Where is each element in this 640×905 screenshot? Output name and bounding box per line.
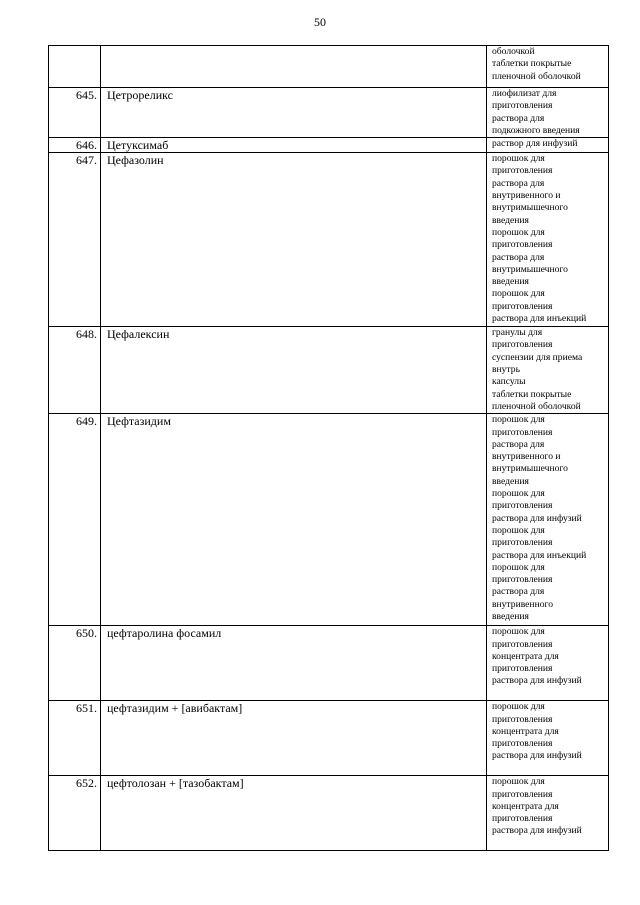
dosage-form-line: порошок для	[492, 488, 545, 500]
row-number: 652.	[49, 776, 101, 851]
drug-name: Цефалексин	[101, 327, 487, 414]
drug-name	[101, 46, 487, 88]
row-number: 650.	[49, 626, 101, 701]
dosage-form-line: таблетки покрытые	[492, 388, 572, 400]
dosage-form-line: пленочной оболочкой	[492, 400, 581, 412]
table-row	[49, 701, 609, 776]
dosage-form-line: гранулы для	[492, 327, 543, 339]
table-row	[49, 153, 609, 327]
dosage-form-line: лиофилизат для	[492, 88, 557, 99]
dosage-form-line: порошок для	[492, 524, 545, 536]
dosage-form-line: раствора для инфузий	[492, 512, 582, 524]
dosage-form-line: раствора для инфузий	[492, 675, 582, 687]
dosage-form-line: порошок для	[492, 288, 545, 300]
dosage-form-line: порошок для	[492, 153, 545, 165]
dosage-form-cell	[487, 701, 609, 776]
dosage-form-line: приготовления	[492, 663, 553, 675]
dosage-form-line: введения	[492, 276, 529, 288]
row-number: 647.	[49, 153, 101, 327]
dosage-form-line: внутримышечного	[492, 263, 568, 275]
table-row	[49, 626, 609, 701]
dosage-form-line: раствора для инфузий	[492, 750, 582, 762]
dosage-form-line: приготовления	[492, 813, 553, 825]
dosage-form-line: раствора для	[492, 438, 545, 450]
dosage-form-line: приготовления	[492, 738, 553, 750]
dosage-form-line: приготовления	[492, 239, 553, 251]
page-number: 50	[314, 15, 326, 29]
row-number: 645.	[49, 88, 101, 138]
dosage-form-line: введения	[492, 475, 529, 487]
dosage-form-line: раствора для инфузий	[492, 825, 582, 837]
dosage-form-line: приготовления	[492, 788, 553, 800]
drug-table	[48, 45, 609, 851]
dosage-form-line: концентрата для	[492, 650, 559, 662]
dosage-form-line: приготовления	[492, 500, 553, 512]
dosage-form-line: внутрь	[492, 364, 520, 376]
dosage-form-line: раствор для инфузий	[492, 138, 578, 150]
table-row	[49, 327, 609, 414]
table-body	[49, 46, 609, 851]
dosage-form-cell	[487, 153, 609, 327]
table-row	[49, 88, 609, 138]
dosage-form-line: внутривенного и	[492, 190, 561, 202]
dosage-form-cell	[487, 46, 609, 88]
dosage-form-line: капсулы	[492, 376, 526, 388]
dosage-form-cell	[487, 776, 609, 851]
dosage-form-line: внутримышечного	[492, 202, 568, 214]
dosage-form-cell	[487, 327, 609, 414]
table-row	[49, 138, 609, 153]
dosage-form-line: введения	[492, 611, 529, 623]
row-number: 648.	[49, 327, 101, 414]
dosage-form-line: приготовления	[492, 300, 553, 312]
drug-name: цефтаролина фосамил	[101, 626, 487, 701]
dosage-form-line: приготовления	[492, 574, 553, 586]
dosage-form-line: приготовления	[492, 713, 553, 725]
drug-name: Цефазолин	[101, 153, 487, 327]
dosage-form-line: порошок для	[492, 226, 545, 238]
dosage-form-line: концентрата для	[492, 800, 559, 812]
dosage-form-line: раствора для	[492, 586, 545, 598]
dosage-form-line: внутримышечного	[492, 463, 568, 475]
table-row	[49, 414, 609, 626]
dosage-form-cell	[487, 414, 609, 626]
dosage-form-line: раствора для	[492, 112, 545, 124]
dosage-form-cell	[487, 138, 609, 153]
drug-name: Цефтазидим	[101, 414, 487, 626]
dosage-form-line: приготовления	[492, 100, 553, 112]
dosage-form-line: подкожного введения	[492, 124, 580, 136]
table-row	[49, 46, 609, 88]
dosage-form-line: порошок для	[492, 561, 545, 573]
dosage-form-line: приготовления	[492, 426, 553, 438]
dosage-form-line: порошок для	[492, 414, 545, 426]
dosage-form-line: концентрата для	[492, 725, 559, 737]
row-number	[49, 46, 101, 88]
dosage-form-line: суспензии для приема	[492, 351, 583, 363]
drug-name: Цетрореликс	[101, 88, 487, 138]
dosage-form-line: порошок для	[492, 626, 545, 638]
dosage-form-line: внутривенного	[492, 598, 553, 610]
drug-name: цефтазидим + [авибактам]	[101, 701, 487, 776]
dosage-form-line: внутривенного и	[492, 451, 561, 463]
dosage-form-line: приготовления	[492, 537, 553, 549]
dosage-form-line: таблетки покрытые	[492, 58, 572, 70]
dosage-form-line: оболочкой	[492, 46, 535, 57]
dosage-form-line: раствора для инъекций	[492, 313, 587, 325]
dosage-form-line: раствора для инъекций	[492, 549, 587, 561]
dosage-form-line: порошок для	[492, 776, 545, 788]
dosage-form-line: пленочной оболочкой	[492, 70, 581, 82]
drug-name: цефтолозан + [тазобактам]	[101, 776, 487, 851]
dosage-form-line: введения	[492, 214, 529, 226]
table-row	[49, 776, 609, 851]
dosage-form-cell	[487, 88, 609, 138]
dosage-form-cell	[487, 626, 609, 701]
dosage-form-line: порошок для	[492, 701, 545, 713]
dosage-form-line: приготовления	[492, 638, 553, 650]
row-number: 649.	[49, 414, 101, 626]
dosage-form-line: раствора для	[492, 251, 545, 263]
row-number: 651.	[49, 701, 101, 776]
drug-name: Цетуксимаб	[101, 138, 487, 153]
dosage-form-line: раствора для	[492, 177, 545, 189]
row-number: 646.	[49, 138, 101, 153]
dosage-form-line: приготовления	[492, 165, 553, 177]
dosage-form-line: приготовления	[492, 339, 553, 351]
